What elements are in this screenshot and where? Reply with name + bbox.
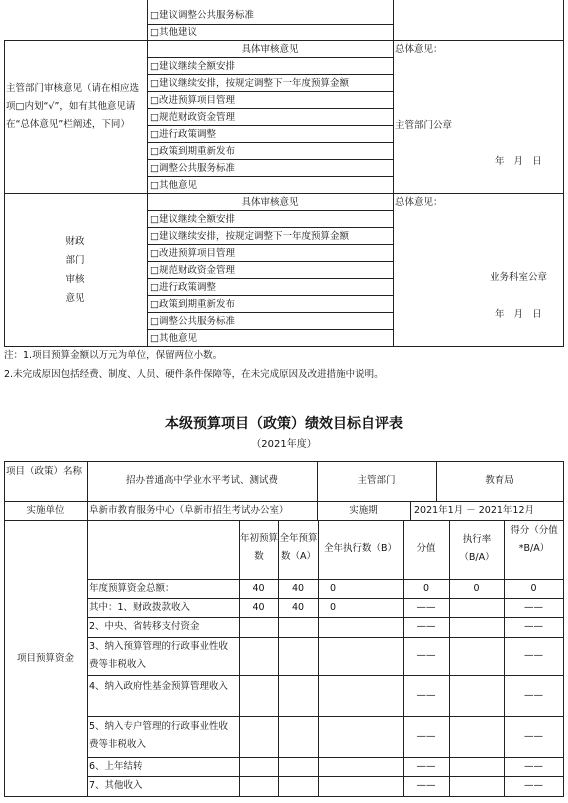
finance-overall-label: 总体意见： [395, 197, 443, 208]
col-initial: 年初预算数 [240, 533, 279, 562]
period: 2021年1月 － 2021年12月 [414, 505, 535, 516]
project-name-label: 项目（政策）名称 [6, 466, 83, 477]
note-1: 注：1.项目预算金额以万元为单位，保留两位小数。 [4, 350, 223, 361]
finance-option-1: □建议继续全额安排 [150, 214, 235, 225]
col-exec: 全年执行数（B） [323, 543, 398, 554]
row-rate: 0 [473, 583, 480, 594]
period-label: 实施期 [349, 505, 378, 516]
impl-unit-label: 实施单位 [26, 505, 65, 516]
row-exec: 0 [330, 583, 337, 594]
row-label: 2、中央、省转移支付资金 [89, 621, 200, 632]
dept-review-label: 主管部门审核意见（请在相应选项□内划“√”，如有其他意见请在“总体意见”栏阐述，下同） [6, 83, 140, 130]
dept-option-7: □调整公共服务标准 [150, 163, 235, 174]
row-score: —— [416, 761, 436, 772]
dept-option-4: □规范财政资金管理 [150, 112, 235, 123]
row-label: 其中：1、财政拨款收入 [89, 602, 191, 613]
col-got: 得分（分值*B/A） [510, 525, 558, 554]
dept-option-1: □建议继续全额安排 [150, 61, 235, 72]
row-score: —— [416, 621, 436, 632]
row-got: —— [524, 731, 543, 742]
note-2: 2.未完成原因包括经费、制度、人员、硬件条件保障等，在未完成原因及改进措施中说明。 [4, 369, 384, 380]
row-label: 7、其他收入 [89, 780, 143, 791]
row-score: —— [416, 690, 436, 701]
row-initial: 40 [252, 583, 265, 594]
row-got: 0 [530, 583, 537, 594]
impl-unit: 阜新市教育服务中心（阜新市招生考试办公室） [89, 505, 289, 516]
col-rate: 执行率（B/A） [459, 534, 495, 563]
dept-option-6: □政策到期重新发布 [150, 146, 235, 157]
finance-option-7: □调整公共服务标准 [150, 316, 235, 327]
finance-date: 年 月 日 [495, 309, 542, 320]
dept-option-5: □进行政策调整 [150, 129, 216, 140]
table-title: 本级预算项目（政策）绩效目标自评表 [165, 416, 403, 432]
row-score: —— [416, 780, 436, 791]
dept-date: 年 月 日 [495, 156, 542, 167]
option-other-suggestion: □其他建议 [150, 27, 197, 38]
row-label: 5、纳入专户管理的行政事业性收费等非税收入 [89, 721, 229, 750]
finance-option-4: □规范财政资金管理 [150, 265, 235, 276]
row-score: —— [416, 650, 436, 661]
row-got: —— [524, 650, 543, 661]
row-got: —— [524, 761, 543, 772]
dept-review-header: 具体审核意见 [241, 44, 299, 55]
dept-overall-label: 总体意见： [395, 44, 443, 55]
finance-option-3: □改进预算项目管理 [150, 248, 235, 259]
col-score: 分值 [416, 543, 436, 554]
dept-value: 教育局 [485, 475, 514, 486]
row-label: 4、纳入政府性基金预算管理收入 [89, 681, 229, 692]
row-label: 3、纳入预算管理的行政事业性收费等非税收入 [89, 641, 229, 670]
finance-label-4: 意见 [65, 293, 85, 304]
col-annual: 全年预算数（A） [279, 533, 318, 562]
finance-review-header: 具体审核意见 [241, 197, 299, 208]
row-label: 年度预算资金总额： [89, 583, 175, 594]
option-adjust-public-service: □建议调整公共服务标准 [150, 10, 254, 21]
row-score: —— [416, 731, 436, 742]
dept-label: 主管部门 [357, 475, 396, 486]
finance-label-1: 财政 [65, 236, 85, 247]
budget-label: 项目预算资金 [16, 653, 74, 664]
finance-option-8: □其他意见 [150, 333, 197, 344]
dept-option-3: □改进预算项目管理 [150, 95, 235, 106]
finance-option-6: □政策到期重新发布 [150, 299, 235, 310]
row-got: —— [524, 780, 543, 791]
row-score: 0 [422, 583, 430, 594]
row-score: —— [416, 602, 436, 613]
row-got: —— [524, 621, 543, 632]
dept-seal: 主管部门公章 [395, 120, 453, 131]
finance-label-3: 审核 [65, 274, 85, 285]
row-annual: 40 [291, 583, 305, 594]
project-name: 招办普通高中学业水平考试、测试费 [125, 475, 278, 486]
finance-label-2: 部门 [65, 255, 85, 266]
dept-option-2: □建议继续安排，按规定调整下一年度预算金额 [150, 78, 349, 89]
table-subtitle: （2021年度） [251, 439, 317, 450]
finance-seal: 业务科室公章 [490, 272, 548, 283]
row-label: 6、上年结转 [89, 761, 143, 772]
row-got: —— [524, 690, 543, 701]
row-exec: 0 [330, 602, 337, 613]
finance-option-5: □进行政策调整 [150, 282, 216, 293]
dept-option-8: □其他意见 [150, 180, 197, 191]
row-initial: 40 [252, 602, 265, 613]
finance-option-2: □建议继续安排，按规定调整下一年度预算金额 [150, 231, 349, 242]
row-got: —— [524, 602, 543, 613]
row-annual: 40 [291, 602, 305, 613]
